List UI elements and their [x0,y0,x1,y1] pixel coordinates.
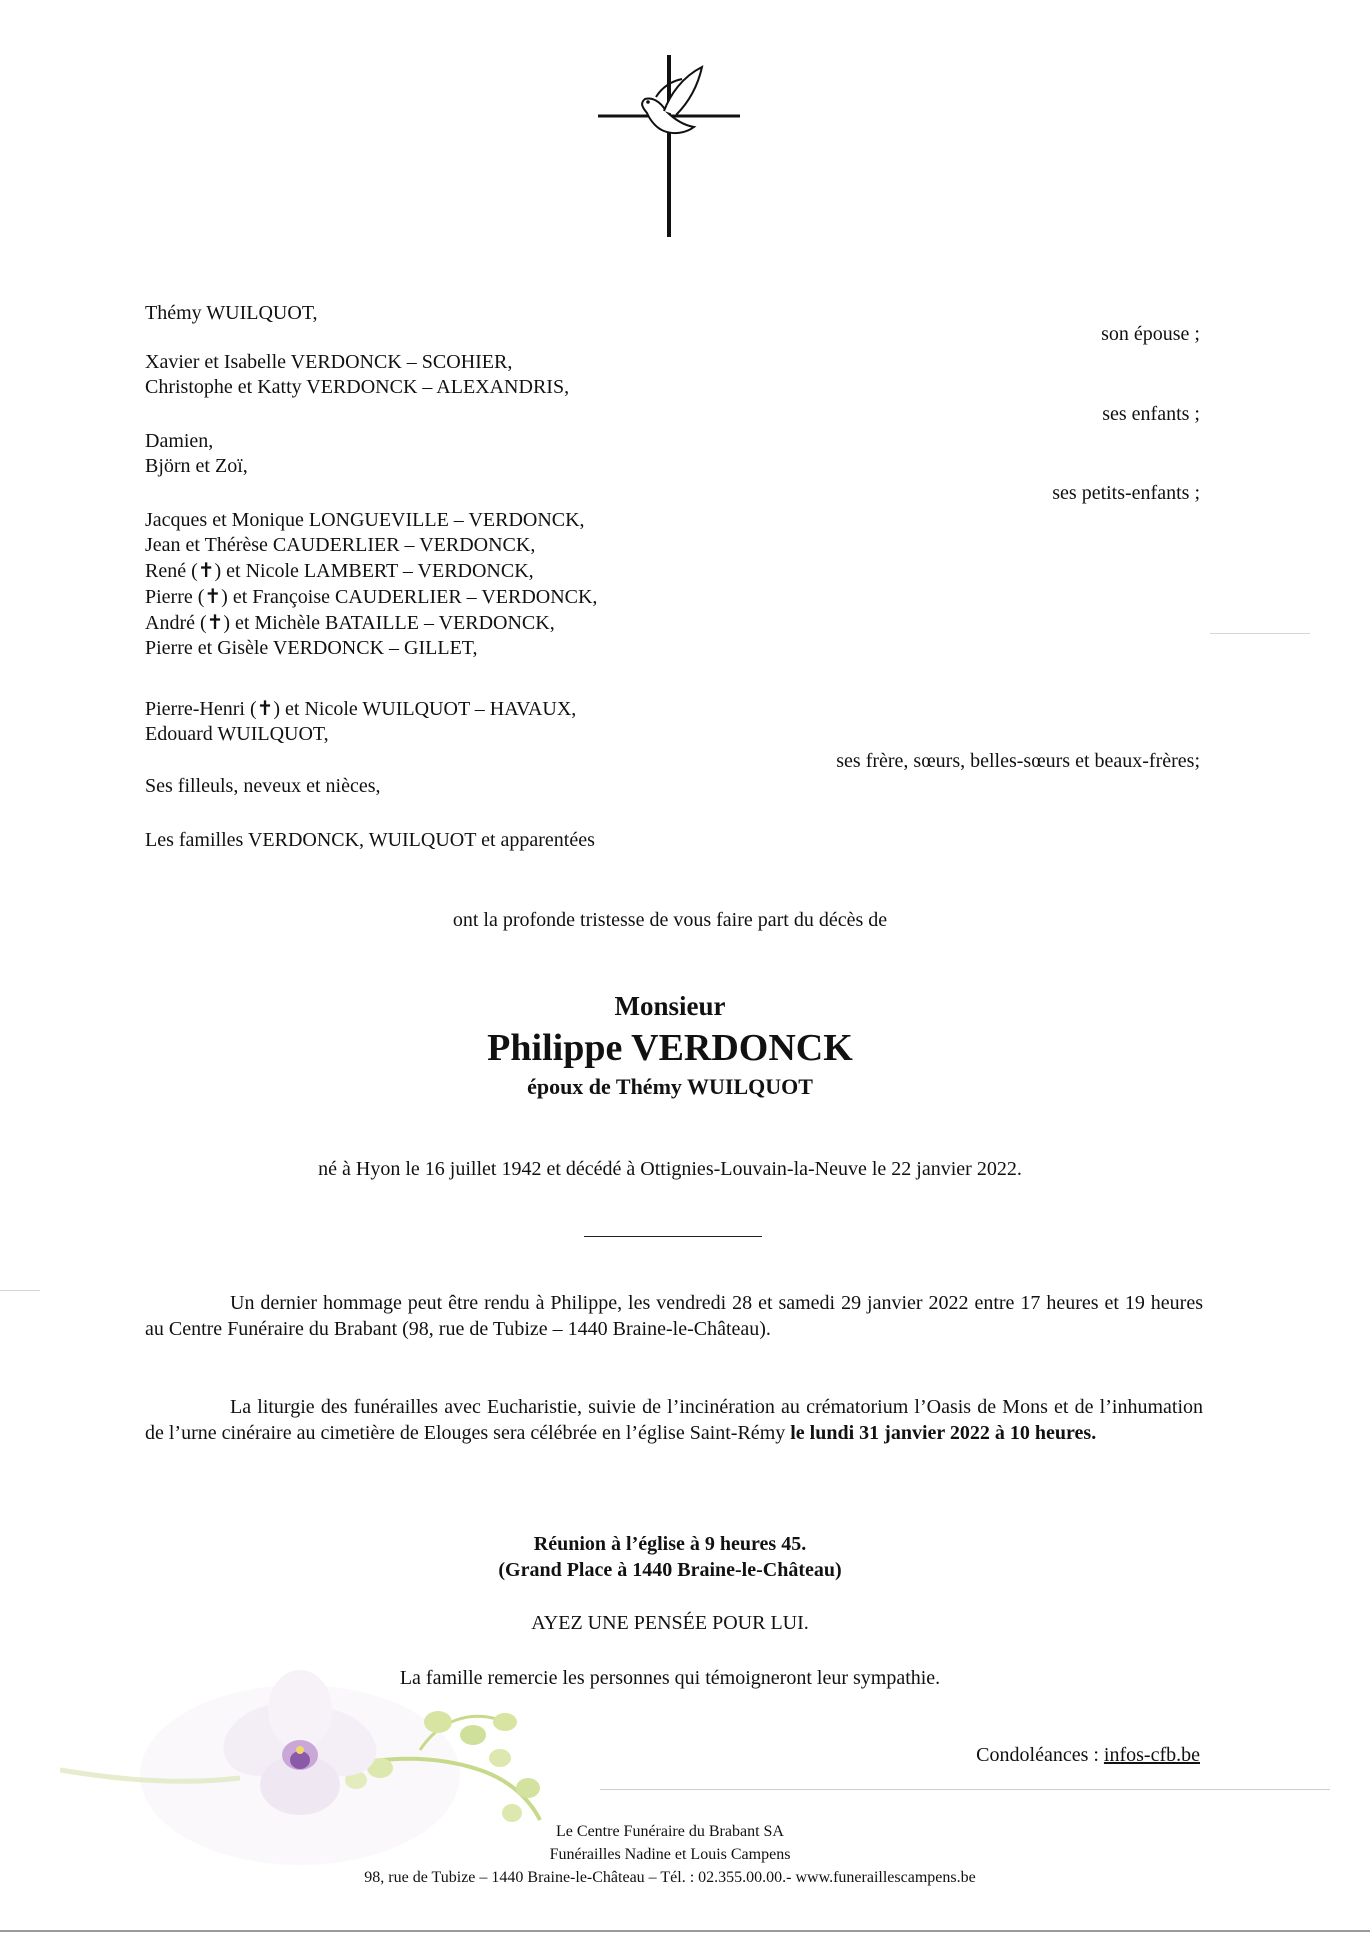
cross-with-dove-icon [590,55,750,245]
family-line: Damien, [145,430,214,452]
footer-address: 98, rue de Tubize – 1440 Braine-le-Château – Tél. : 02.355.00.00.- www.funeraillescampens.be [364,1869,976,1886]
deceased-title: Monsieur [614,991,726,1021]
thought-line: AYEZ UNE PENSÉE POUR LUI. [531,1612,809,1634]
relation-label: ses petits-enfants ; [1052,482,1200,504]
footer-company: Le Centre Funéraire du Brabant SA [556,1823,784,1840]
family-line: René (✝) et Nicole LAMBERT – VERDONCK, [145,560,534,582]
separator [584,1236,762,1237]
condolences-label: Condoléances : [976,1744,1104,1766]
birth-death-dates: né à Hyon le 16 juillet 1942 et décédé à Ottignies-Louvain-la-Neuve le 22 janvier 2022. [318,1158,1022,1180]
family-line: Edouard WUILQUOT, [145,723,329,745]
tribute-paragraph [145,1290,1203,1342]
announcement: ont la profonde tristesse de vous faire part du décès de [452,909,888,931]
thanks-line: La famille remercie les personnes qui témoigneront leur sympathie. [399,1667,941,1689]
condolences-link[interactable]: infos-cfb.be [1103,1744,1200,1766]
family-line: Pierre et Gisèle VERDONCK – GILLET, [145,637,478,659]
liturgy-paragraph [145,1394,1203,1446]
liturgy-date: le lundi 31 janvier 2022 à 10 heures. [790,1422,1097,1444]
footer-rule [600,1789,1330,1790]
family-line: Björn et Zoï, [145,455,248,477]
liturgy-text: La liturgie des funérailles avec Eucharistie, suivie de l’incinération au crématorium l’Oasis de Mons et de l’inhumation de l’urne cinéraire au cimetière de Elouges sera célébrée en l’église Saint-Rémy [145,1396,1203,1444]
family-line: André (✝) et Michèle BATAILLE – VERDONCK, [145,612,555,634]
family-line: Les familles VERDONCK, WUILQUOT et apparentées [145,829,595,851]
bottom-edge [0,1930,1370,1932]
reunion-line: Réunion à l’église à 9 heures 45. [533,1533,807,1555]
footer-funerals: Funérailles Nadine et Louis Campens [549,1846,791,1863]
family-line: Xavier et Isabelle VERDONCK – SCOHIER, [145,351,513,373]
family-line: Pierre (✝) et Françoise CAUDERLIER – VERDONCK, [145,586,598,608]
deceased-spouse: époux de Thémy WUILQUOT [527,1074,813,1099]
fold-line [0,1290,40,1291]
relation-label: ses frère, sœurs, belles-sœurs et beaux-frères; [836,750,1200,772]
family-line: Jacques et Monique LONGUEVILLE – VERDONCK, [145,509,585,531]
tribute-text: Un dernier hommage peut être rendu à Philippe, les vendredi 28 et samedi 29 janvier 2022 entre 17 heures et 19 heures au Centre Funéraire du Brabant (98, rue de Tubize – 1440 Braine-le-Château). [145,1292,1203,1340]
relation-label: ses enfants ; [1102,403,1200,425]
family-line: Pierre-Henri (✝) et Nicole WUILQUOT – HAVAUX, [145,698,577,720]
relation-label: son épouse ; [1101,323,1200,345]
family-line: Thémy WUILQUOT, [145,302,318,324]
fold-line [1210,633,1310,634]
family-line: Jean et Thérèse CAUDERLIER – VERDONCK, [145,534,536,556]
family-line: Ses filleuls, neveux et nièces, [145,775,381,797]
deceased-name: Philippe VERDONCK [487,1027,853,1069]
family-line: Christophe et Katty VERDONCK – ALEXANDRIS, [145,376,570,398]
condolences [976,1743,1200,1767]
reunion-address: (Grand Place à 1440 Braine-le-Château) [498,1559,842,1581]
